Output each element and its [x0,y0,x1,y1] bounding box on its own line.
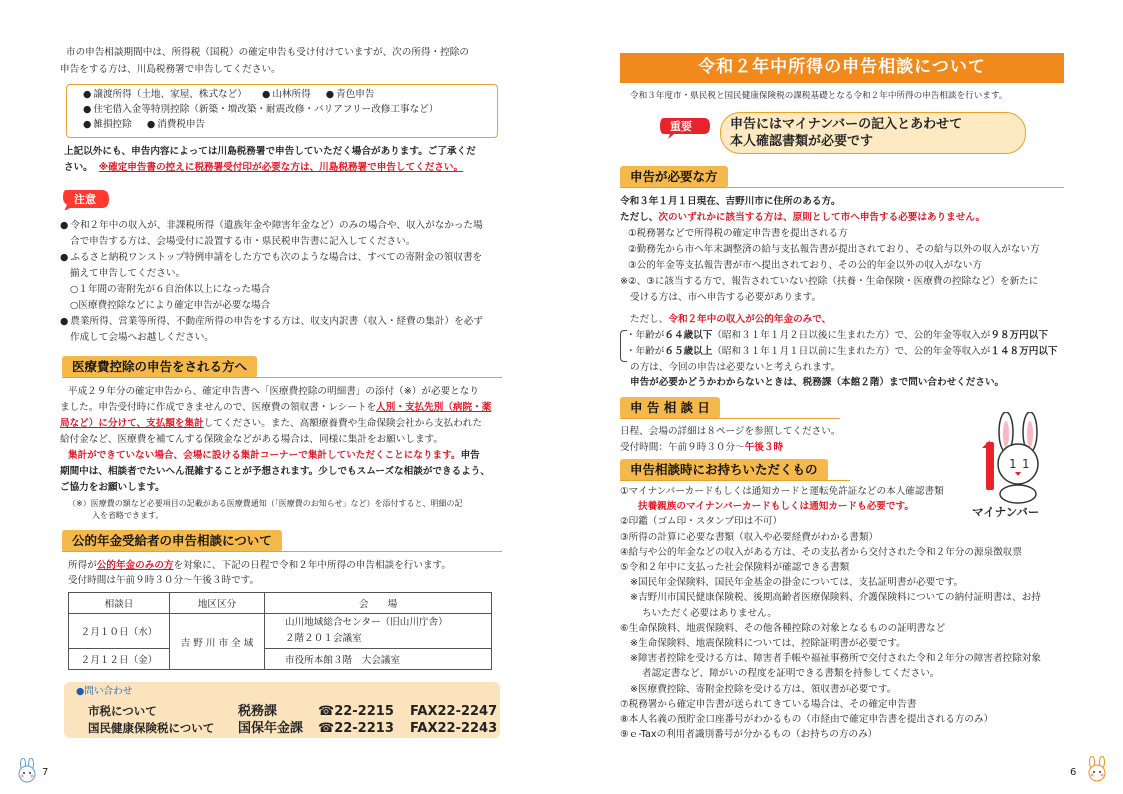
right-intro: 令和３年度市・県民税と国民健康保険税の課税基礎となる令和２年中所得の申告相談を行います。 [630,91,1008,101]
pension-line-2: 受付時間は午前９時３０分〜午後３時です。 [68,575,260,586]
contact-box [64,682,500,738]
income-box [66,84,498,138]
schedule-venue: 山川地域総合センター（旧山川庁舎） ２階２０１会議室 [265,614,492,649]
days-line-2: 受付時間：午前９時３０分〜午後３時 [620,442,784,453]
section-rule [62,551,502,552]
mascot-rabbit-icon [974,412,1064,504]
bring-item: ※障害者控除を受ける方は、障害者手帳や福祉事務所で交付された令和２年分の障害者控除対象 [630,653,1041,665]
need-note-2: 受ける方は、市へ申告する必要があります。 [630,292,822,303]
contact-row: 国民健康保険税について 国保年金課 ☎22-2213 FAX22-2243 [88,721,498,736]
medical-line-2: ました。申告受付時に作成できませんので、医療費の領収書・レシートを人別・支払先別（病院・薬 [60,402,492,413]
bring-item: ④給与や公的年金などの収入がある方は、その支払者から交付された令和２年分の源泉徴収票 [620,546,1022,558]
intro-line-1: 市の申告相談期間中は、所得税（国税）の確定申告も受け付けていますが、次の所得・控除の [66,47,469,58]
bring-item: 扶養親族のマイナンバーカードもしくは通知カードも必要です。 [638,501,914,513]
page-number-right: 6 [1070,767,1077,778]
income-item: ● 山林所得 [262,89,311,100]
medical-line-1: 平成２９年分の確定申告から、確定申告書へ「医療費控除の明細書」の添付（※）が必要となり [68,386,479,397]
caution-subitem-1: ○１年間の寄附先が６自治体以上になった場合 [70,284,271,295]
income-row-3 [83,117,205,132]
caution-item-2-cont: 揃えて申告してください。 [70,268,186,279]
schedule-table [68,592,492,670]
bring-item: ②印鑑（ゴム印・スタンプ印は不可） [620,516,783,528]
schedule-date: ２月１２日（金） [69,649,170,670]
medical-note-2: 入を省略できます。 [92,511,164,520]
income-item: ● 雑損控除 [83,119,132,130]
medical-section-title: 医療費控除の申告をされる方へ [62,356,257,378]
svg-text:1: 1 [1022,457,1030,471]
section-rule [620,418,840,419]
caution-item-3-cont: 作成して会場へお越しください。 [70,332,214,343]
medical-line-5: 集計ができていない場合、会場に設ける集計コーナーで集計していただくことになります。申告 [68,450,480,461]
section-rule [620,187,1064,188]
pension-exempt-row-2: ・年齢が６５歳以上（昭和３１年１月１日以前に生まれた方）で、公的年金等収入が１４８万円以下 [626,346,1058,357]
caution-badge [62,188,110,210]
mascot-label: マイナンバー [972,505,1040,519]
important-badge [660,117,710,137]
need-item: ③公的年金等支払報告書が市へ提出されており、その公的年金以外の収入がない方 [628,260,982,271]
days-line-1: 日程、会場の詳細は８ページを参照してください。 [620,426,841,437]
pension-exempt-line-4: の方は、今回の申告は必要ないと考えられます。 [630,362,841,373]
schedule-header: 会 場 [265,593,492,614]
note-red: ※確定申告書の控えに税務署受付印が必要な方は、川島税務署で申告してください。 [98,162,464,173]
medical-line-4: 給付金など、医療費を補てんする保険金などがある場合は、同様に集計をお願いします。 [60,434,443,445]
note-bold-1: 上記以外にも、申告内容によっては川島税務署で申告していただく場合があります。ご了承くだ [64,146,476,157]
bring-item: ⑦税務署から確定申告書が送られてきている場合は、その確定申告書 [620,698,917,710]
bring-item: ちいただく必要はありません。 [642,607,777,619]
schedule-header: 地区区分 [170,593,265,614]
need-item: ②勤務先から市へ年末調整済の給与支払報告書が提出されており、その給与以外の収入がない方 [628,244,1040,255]
days-section-title: 申 告 相 談 日 [620,397,720,419]
pension-exempt-row-1: ・年齢が６４歳以下（昭和３１年１月２日以後に生まれた方）で、公的年金等収入が９８万円以下 [626,330,1048,341]
bring-item: ※国民年金保険料、国民年金基金の掛金については、支払証明書が必要です。 [630,577,964,589]
caution-label: 注意 [74,193,96,206]
bring-item: ③所得の計算に必要な書類（収入や必要経費がわかる書類） [620,531,879,543]
caution-item-1: ● 令和２年中の収入が、非課税所得（遺族年金や障害年金など）のみの場合や、収入がなかった場 [60,218,483,233]
bring-item: ①マイナンバーカードもしくは通知カードと運転免許証などの本人確認書類 [620,486,944,497]
need-line-1: 令和３年１月１日現在、吉野川市に住所のある方。 [620,196,841,207]
bring-item: ※生命保険料、地震保険料については、控除証明書が必要です。 [630,638,906,649]
page-number-left: 7 [42,767,49,778]
schedule-header: 相談日 [69,593,170,614]
pension-section-title: 公的年金受給者の申告相談について [62,530,282,552]
mascot-small-icon [1084,756,1110,788]
bring-item: ※医療費控除、寄附金控除を受ける方は、領収書が必要です。 [630,683,897,695]
bring-item: 者認定書など、障がいの程度を証明できる書類を持参してください。 [642,668,940,680]
need-section-title: 申告が必要な方 [620,166,728,188]
intro-line-2: 申告をする方は、川島税務署で申告してください。 [60,64,281,75]
schedule-date: ２月１０日（水） [69,614,170,649]
contact-title: ●問い合わせ [76,686,133,697]
schedule-district: 吉 野 川 市 全 域 [170,614,265,670]
income-item: ● 譲渡所得（土地、家屋、株式など） [83,89,247,100]
need-note-1: ※②、③に該当する方で、報告されていない控除（扶養・生命保険・医療費の控除など）を新たに [620,276,1039,287]
bring-item: ⑤令和２年中に支払った社会保険料が確認できる書類 [620,562,850,573]
need-item: ①税務署などで所得税の確定申告書を提出される方 [628,228,848,239]
section-rule [62,377,502,378]
svg-text:1: 1 [1009,457,1017,471]
bring-item: ⑨ｅ-Taxの利用者識別番号が分かるもの（お持ちの方のみ） [620,729,878,741]
income-item: ● 消費税申告 [147,119,205,130]
need-line-2: ただし、次のいずれかに該当する方は、原則として市へ申告する必要はありません。 [620,212,986,223]
important-line-1: 申告にはマイナンバーの記入とあわせて [730,117,963,132]
bring-item: ⑥生命保険料、地震保険料、その他各種控除の対象となるものの証明書など [620,622,946,634]
bring-item: ⑧本人名義の預貯金口座番号がわかるもの（市経由で確定申告書を提出される方のみ） [620,714,994,725]
caution-item-3: ● 農業所得、営業等所得、不動産所得の申告をする方は、収支内訳書（収入・経費の集計）を必ず [60,314,483,329]
note-line-2: さい。 ※確定申告書の控えに税務署受付印が必要な方は、川島税務署で申告してください。 [64,162,464,173]
section-rule [620,480,850,481]
income-item: ● 青色申告 [326,89,375,100]
income-item: ● 住宅借入金等特別控除（新築・増改築・耐震改修・バリアフリー改修工事など） [83,104,438,115]
medical-line-6: 期間中は、相談者でたいへん混雑することが予想されます。少しでもスムーズな相談ができるよう、 [60,466,490,477]
pension-exempt-line-1: ただし、令和２年中の収入が公的年金のみで、 [630,314,832,325]
pension-exempt-line-5: 申告が必要かどうかわからないときは、税務課（本館２階）まで問い合わせください。 [630,377,1005,388]
caution-item-2: ● ふるさと納税ワンストップ特例申請をした方でも次のような場合は、すべての寄附金の領収書を [60,250,482,265]
bring-item: ※吉野川市国民健康保険税、後期高齢者医療保険料、介護保険料についての納付証明書は、お持 [630,592,1041,604]
caution-item-1-cont: 合で申告する方は、会場受付に設置する市・県民税申告書に記入してください。 [70,236,416,247]
mascot-small-icon [14,758,40,788]
important-line-2: 本人確認書類が必要です [730,134,874,149]
medical-line-7: ご協力をお願いします。 [60,482,165,493]
medical-line-3: 局など）に分けて、支払額を集計してください。また、高額療養費や生命保険会社から支払われた [60,418,482,429]
caution-subitem-2: ○医療費控除などにより確定申告が必要な場合 [70,300,271,311]
contact-row: 市税について 税務課 ☎22-2215 FAX22-2247 [88,704,498,719]
bring-section-title: 申告相談時にお持ちいただくもの [620,459,828,481]
important-label: 重要 [670,120,692,133]
banner-title: 令和２年中所得の申告相談について [698,57,986,77]
banner [620,53,1064,83]
schedule-venue: 市役所本館３階 大会議室 [265,649,492,670]
income-row-2 [83,102,438,117]
pension-line-1: 所得が公的年金のみの方を対象に、下記の日程で令和２年中所得の申告相談を行います。 [68,560,451,571]
income-row-1 [83,87,375,102]
medical-note-1: （※）医療費の額など必要項目の記載がある医療費通知（「医療費のお知らせ」など）を添付すると、明細の記 [68,499,463,508]
mynumber-mascot [972,412,1064,519]
